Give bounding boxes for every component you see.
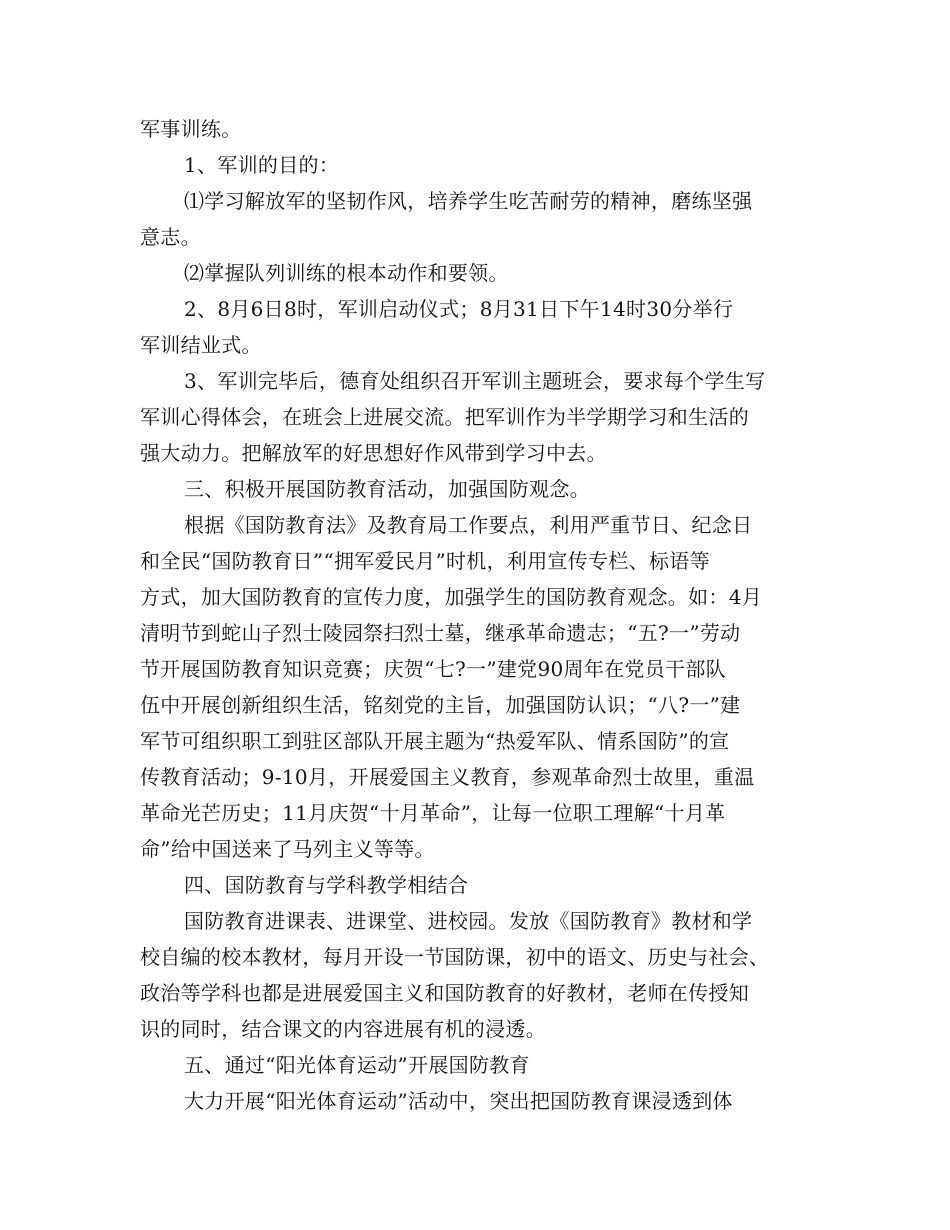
text-line: 清明节到蛇山子烈士陵园祭扫烈士墓，继承革命遗志；“五?一”劳动 [140,621,741,645]
section-heading: 三、积极开展国防教育活动，加强国防观念。 [184,477,590,501]
text-line: 军训结业式。 [140,333,262,357]
text-line: 大力开展“阳光体育运动”活动中，突出把国防教育课浸透到体 [184,1089,733,1113]
text-line: 1、军训的目的： [184,153,340,177]
text-line: 节开展国防教育知识竞赛；庆贺“七?一”建党90周年在党员干部队 [140,657,726,681]
text-line: 国防教育进课表、进课堂、进校园。发放《国防教育》教材和学 [184,909,753,933]
text-line: 军训心得体会，在班会上进展交流。把军训作为半学期学习和生活的 [140,405,749,429]
text-line: 传教育活动；9-10月，开展爱国主义教育，参观革命烈士故里，重温 [140,765,755,789]
text-line: 2、8月6日8时，军训启动仪式；8月31日下午14时30分举行 [184,297,734,321]
section-heading: 四、国防教育与学科教学相结合 [184,873,469,897]
text-line: 政治等学科也都是进展爱国主义和国防教育的好教材，老师在传授知 [140,981,749,1005]
text-line: 识的同时，结合课文的内容进展有机的浸透。 [140,1017,546,1041]
text-line: 方式，加大国防教育的宣传力度，加强学生的国防教育观念。如：4月 [140,585,763,609]
text-line: 3、军训完毕后，德育处组织召开军训主题班会，要求每个学生写 [184,369,766,393]
text-line: 校自编的校本教材，每月开设一节国防课，初中的语文、历史与社会、 [140,945,770,969]
text-line: 根据《国防教育法》及教育局工作要点，利用严重节日、纪念日 [184,513,753,537]
text-line: 意志。 [140,225,201,249]
text-line: 军节可组织职工到驻区部队开展主题为“热爱军队、情系国防”的宣 [140,729,730,753]
text-line: 和全民“国防教育日”“拥军爱民月”时机，利用宣传专栏、标语等 [140,549,710,573]
text-line: 伍中开展创新组织生活，铭刻党的主旨，加强国防认识；“八?一”建 [140,693,741,717]
text-line: 强大动力。把解放军的好思想好作风带到学习中去。 [140,441,607,465]
text-line: 军事训练。 [140,117,242,141]
text-line: ⑴学习解放军的坚韧作风，培养学生吃苦耐劳的精神，磨练坚强 [184,189,753,213]
text-line: 命”给中国送来了马列主义等等。 [140,837,435,861]
text-line: ⑵掌握队列训练的根本动作和要领。 [184,261,509,285]
section-heading: 五、通过“阳光体育运动”开展国防教育 [184,1053,530,1077]
text-line: 革命光芒历史；11月庆贺“十月革命”，让每一位职工理解“十月革 [140,801,726,825]
